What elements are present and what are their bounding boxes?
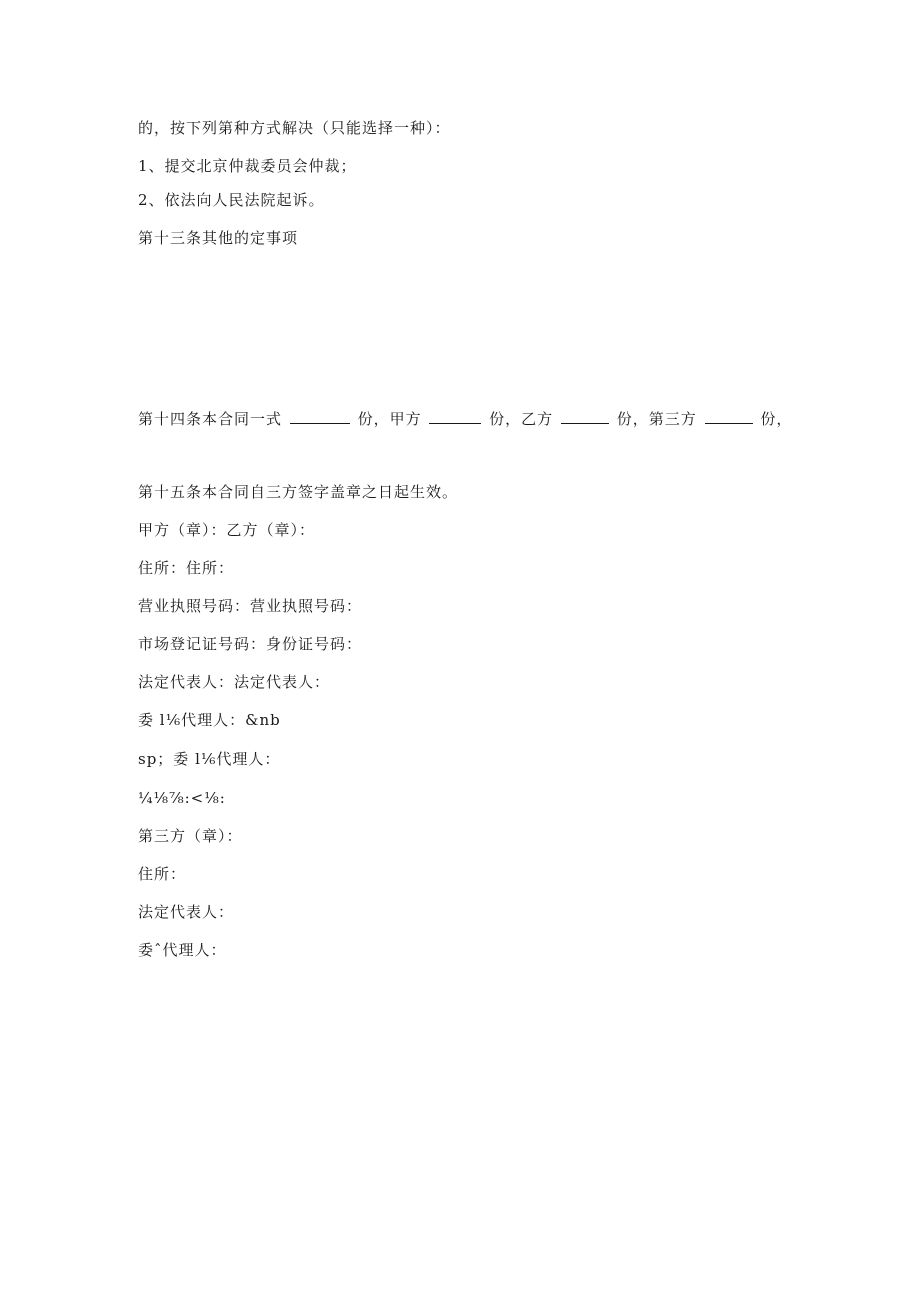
option-arbitration: 1、提交北京仲裁委员会仲裁； <box>138 157 357 175</box>
copies-party-b-blank <box>561 409 609 424</box>
address-line: 住所：住所： <box>138 559 235 577</box>
copies-third-party-blank <box>705 409 753 424</box>
article-14-text-2: 份，甲方 <box>357 410 422 428</box>
article-15-text: 第十五条本合同自三方签字盖章之日起生效。 <box>138 483 459 501</box>
third-party-address-line: 住所： <box>138 865 187 883</box>
third-party-agent-line: 委ˆ代理人： <box>138 941 227 959</box>
article-14-text-3: 份，乙方 <box>489 410 554 428</box>
third-party-seal-line: 第三方（章）： <box>138 827 243 845</box>
option-court: 2、依法向人民法院起诉。 <box>138 191 325 209</box>
legal-representative-line: 法定代表人：法定代表人： <box>138 673 331 691</box>
party-seals-line: 甲方（章）：乙方（章）： <box>138 521 316 539</box>
copies-total-blank <box>290 409 350 424</box>
article-14-line <box>138 409 792 429</box>
agent-line-1: 委 l⅙代理人：&nb <box>138 711 281 729</box>
dispute-resolution-text: 的，按下列第种方式解决（只能选择一种）： <box>138 119 451 137</box>
article-14-text-4: 份，第三方 <box>616 410 697 428</box>
agent-line-2: sp；委 l⅙代理人： <box>138 750 281 768</box>
article-14-text-5: 份， <box>760 410 793 428</box>
garbled-text-line: ¼⅛⅞:<⅛: <box>138 789 226 807</box>
third-party-representative-line: 法定代表人： <box>138 903 235 921</box>
article-14-text-1: 第十四条本合同一式 <box>138 410 283 428</box>
article-13-heading: 第十三条其他的定事项 <box>138 229 299 247</box>
copies-party-a-blank <box>429 409 481 424</box>
business-license-line: 营业执照号码：营业执照号码： <box>138 597 363 615</box>
registration-id-line: 市场登记证号码：身份证号码： <box>138 635 363 653</box>
